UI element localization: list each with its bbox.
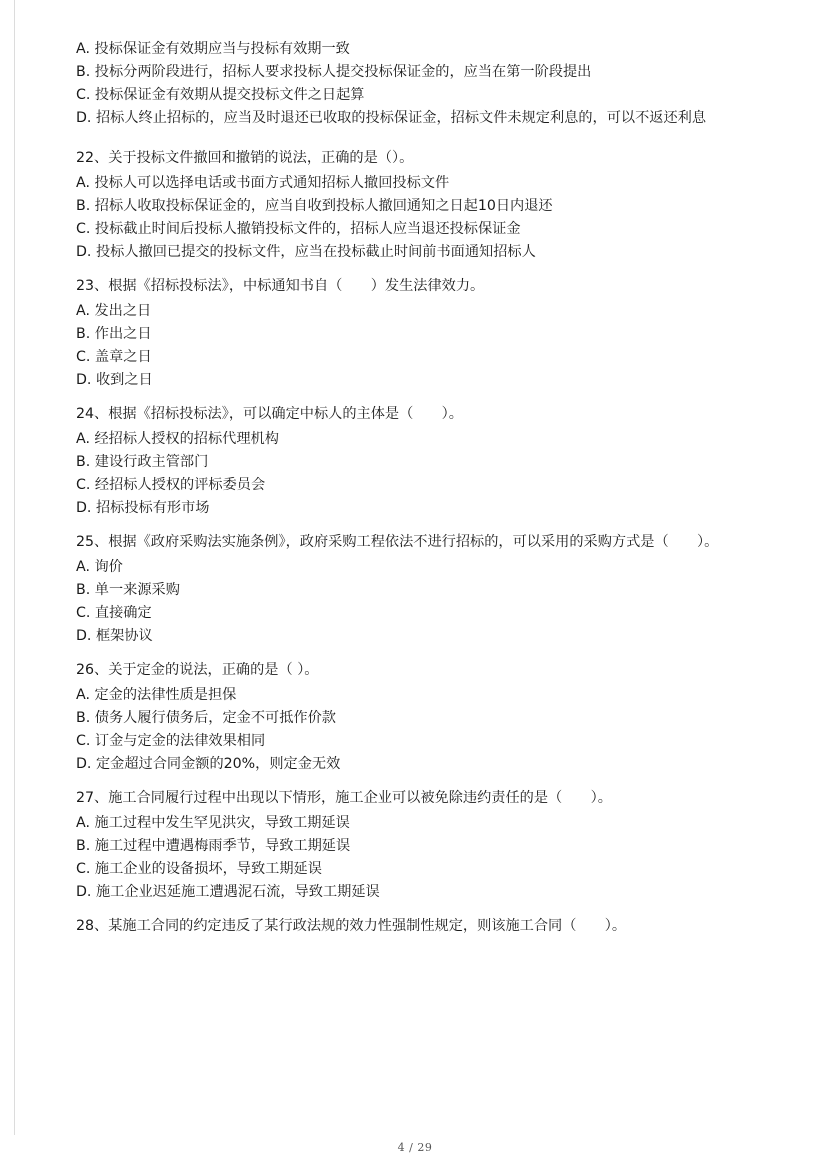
- option-c: C. 投标保证金有效期从提交投标文件之日起算: [76, 87, 365, 103]
- option-a: A. 施工过程中发生罕见洪灾，导致工期延误: [76, 815, 350, 831]
- question-23: [76, 275, 766, 392]
- question-27: [76, 787, 766, 904]
- question-stem: 24、根据《招标投标法》，可以确定中标人的主体是（ ）。: [76, 406, 463, 422]
- page-indicator: 4 / 29: [397, 1141, 433, 1154]
- question-stem: 22、关于投标文件撤回和撤销的说法，正确的是（）。: [76, 150, 414, 166]
- question-list: [76, 38, 766, 948]
- option-b: B. 施工过程中遭遇梅雨季节，导致工期延误: [76, 838, 351, 854]
- option-c: C. 直接确定: [76, 605, 152, 621]
- option-c: C. 施工企业的设备损坏，导致工期延误: [76, 861, 322, 877]
- option-c: C. 订金与定金的法律效果相同: [76, 733, 266, 749]
- option-a: A. 定金的法律性质是担保: [76, 687, 237, 703]
- option-a: A. 投标保证金有效期应当与投标有效期一致: [76, 41, 350, 57]
- question-stem: 28、某施工合同的约定违反了某行政法规的效力性强制性规定，则该施工合同（ ）。: [76, 918, 627, 934]
- option-b: B. 投标分两阶段进行，招标人要求投标人提交投标保证金的，应当在第一阶段提出: [76, 64, 592, 80]
- option-c: C. 投标截止时间后投标人撤销投标文件的，招标人应当退还投标保证金: [76, 221, 521, 237]
- option-d: D. 招标人终止招标的，应当及时退还已收取的投标保证金，招标文件未规定利息的，可以不返还利息: [76, 110, 707, 126]
- question-22: [76, 147, 766, 264]
- option-b: B. 债务人履行债务后，定金不可抵作价款: [76, 710, 336, 726]
- option-b: B. 单一来源采购: [76, 582, 180, 598]
- question-26: [76, 659, 766, 776]
- option-d: D. 招标投标有形市场: [76, 500, 210, 516]
- question-24: [76, 403, 766, 520]
- option-a: A. 经招标人授权的招标代理机构: [76, 431, 279, 447]
- option-a: A. 投标人可以选择电话或书面方式通知招标人撤回投标文件: [76, 175, 450, 191]
- option-d: D. 施工企业迟延施工遭遇泥石流，导致工期延误: [76, 884, 380, 900]
- option-a: A. 询价: [76, 559, 123, 575]
- question-25: [76, 531, 766, 648]
- option-a: A. 发出之日: [76, 303, 152, 319]
- question-stem: 23、根据《招标投标法》，中标通知书自（ ）发生法律效力。: [76, 278, 485, 294]
- question-stem: 27、施工合同履行过程中出现以下情形，施工企业可以被免除违约责任的是（ ）。: [76, 790, 612, 806]
- option-c: C. 盖章之日: [76, 349, 152, 365]
- option-b: B. 作出之日: [76, 326, 152, 342]
- question-28: [76, 915, 766, 938]
- option-d: D. 收到之日: [76, 372, 153, 388]
- question-stem: 25、根据《政府采购法实施条例》，政府采购工程依法不进行招标的，可以采用的采购方式是（ ）。: [76, 534, 719, 550]
- option-d: D. 框架协议: [76, 628, 153, 644]
- option-d: D. 投标人撤回已提交的投标文件，应当在投标截止时间前书面通知招标人: [76, 244, 536, 260]
- question-stem: 26、关于定金的说法，正确的是（ ）。: [76, 662, 319, 678]
- option-c: C. 经招标人授权的评标委员会: [76, 477, 266, 493]
- page-left-edge: [14, 0, 15, 1135]
- option-b: B. 建设行政主管部门: [76, 454, 209, 470]
- option-b: B. 招标人收取投标保证金的，应当自收到投标人撤回通知之日起10日内退还: [76, 198, 553, 214]
- option-d: D. 定金超过合同金额的20%，则定金无效: [76, 756, 341, 772]
- question-21-continued: [76, 38, 766, 130]
